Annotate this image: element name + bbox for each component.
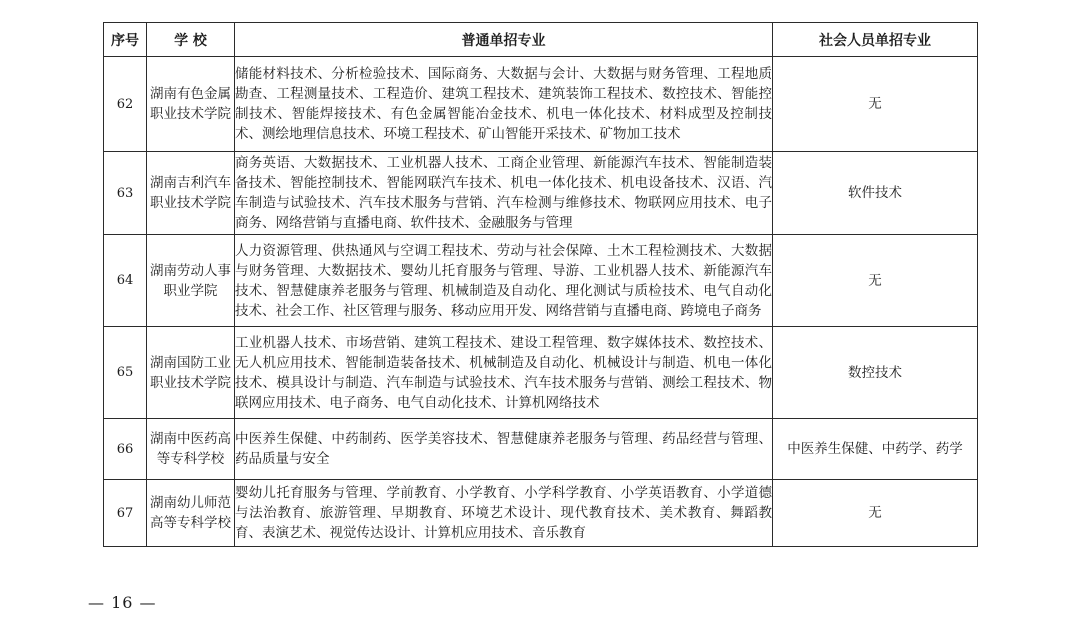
table-header-row — [104, 23, 978, 57]
row-number: 64 — [104, 235, 147, 327]
general-majors: 储能材料技术、分析检验技术、国际商务、大数据与会计、大数据与财务管理、工程地质勘查、工程测量技术、工程造价、建筑工程技术、建筑装饰工程技术、数控技术、智能控制技术、智能焊接技术、有色金属智能冶金技术、机电一体化技术、材料成型及控制技术、测绘地理信息技术、环境工程技术、矿山智能开采技术、矿物加工技术 — [235, 57, 773, 152]
general-majors: 工业机器人技术、市场营销、建筑工程技术、建设工程管理、数字媒体技术、数控技术、无人机应用技术、智能制造装备技术、机械制造及自动化、机械设计与制造、机电一体化技术、模具设计与制造、汽车制造与试验技术、汽车技术服务与营销、测绘工程技术、物联网应用技术、电子商务、电气自动化技术、计算机网络技术 — [235, 327, 773, 419]
table-row — [104, 419, 978, 480]
social-majors: 中医养生保健、中药学、药学 — [773, 419, 978, 480]
school-name: 湖南有色金属职业技术学院 — [147, 57, 235, 152]
general-majors: 人力资源管理、供热通风与空调工程技术、劳动与社会保障、土木工程检测技术、大数据与财务管理、大数据技术、婴幼儿托育服务与管理、导游、工业机器人技术、新能源汽车技术、智慧健康养老服务与管理、机械制造及自动化、理化测试与质检技术、电气自动化技术、社会工作、社区管理与服务、移动应用开发、网络营销与直播电商、跨境电子商务 — [235, 235, 773, 327]
header-social-majors: 社会人员单招专业 — [773, 23, 978, 57]
table-row — [104, 327, 978, 419]
social-majors: 软件技术 — [773, 152, 978, 235]
table-row — [104, 57, 978, 152]
header-school: 学 校 — [147, 23, 235, 57]
row-number: 62 — [104, 57, 147, 152]
table-row — [104, 235, 978, 327]
school-name: 湖南中医药高等专科学校 — [147, 419, 235, 480]
table-row — [104, 152, 978, 235]
row-number: 63 — [104, 152, 147, 235]
table-row — [104, 480, 978, 547]
general-majors: 中医养生保健、中药制药、医学美容技术、智慧健康养老服务与管理、药品经营与管理、药品质量与安全 — [235, 419, 773, 480]
social-majors: 无 — [773, 57, 978, 152]
social-majors: 无 — [773, 235, 978, 327]
school-name: 湖南吉利汽车职业技术学院 — [147, 152, 235, 235]
school-name: 湖南劳动人事职业学院 — [147, 235, 235, 327]
general-majors: 商务英语、大数据技术、工业机器人技术、工商企业管理、新能源汽车技术、智能制造装备技术、智能控制技术、智能网联汽车技术、机电一体化技术、机电设备技术、汉语、汽车制造与试验技术、汽车技术服务与营销、汽车检测与维修技术、物联网应用技术、电子商务、网络营销与直播电商、软件技术、金融服务与管理 — [235, 152, 773, 235]
page-number: — 16 — — [88, 593, 157, 612]
general-majors: 婴幼儿托育服务与管理、学前教育、小学教育、小学科学教育、小学英语教育、小学道德与法治教育、旅游管理、早期教育、环境艺术设计、现代教育技术、美术教育、舞蹈教育、表演艺术、视觉传达设计、计算机应用技术、音乐教育 — [235, 480, 773, 547]
school-name: 湖南国防工业职业技术学院 — [147, 327, 235, 419]
row-number: 66 — [104, 419, 147, 480]
row-number: 67 — [104, 480, 147, 547]
row-number: 65 — [104, 327, 147, 419]
social-majors: 数控技术 — [773, 327, 978, 419]
social-majors: 无 — [773, 480, 978, 547]
school-name: 湖南幼儿师范高等专科学校 — [147, 480, 235, 547]
header-general-majors: 普通单招专业 — [235, 23, 773, 57]
header-no: 序号 — [104, 23, 147, 57]
majors-table — [103, 22, 978, 547]
